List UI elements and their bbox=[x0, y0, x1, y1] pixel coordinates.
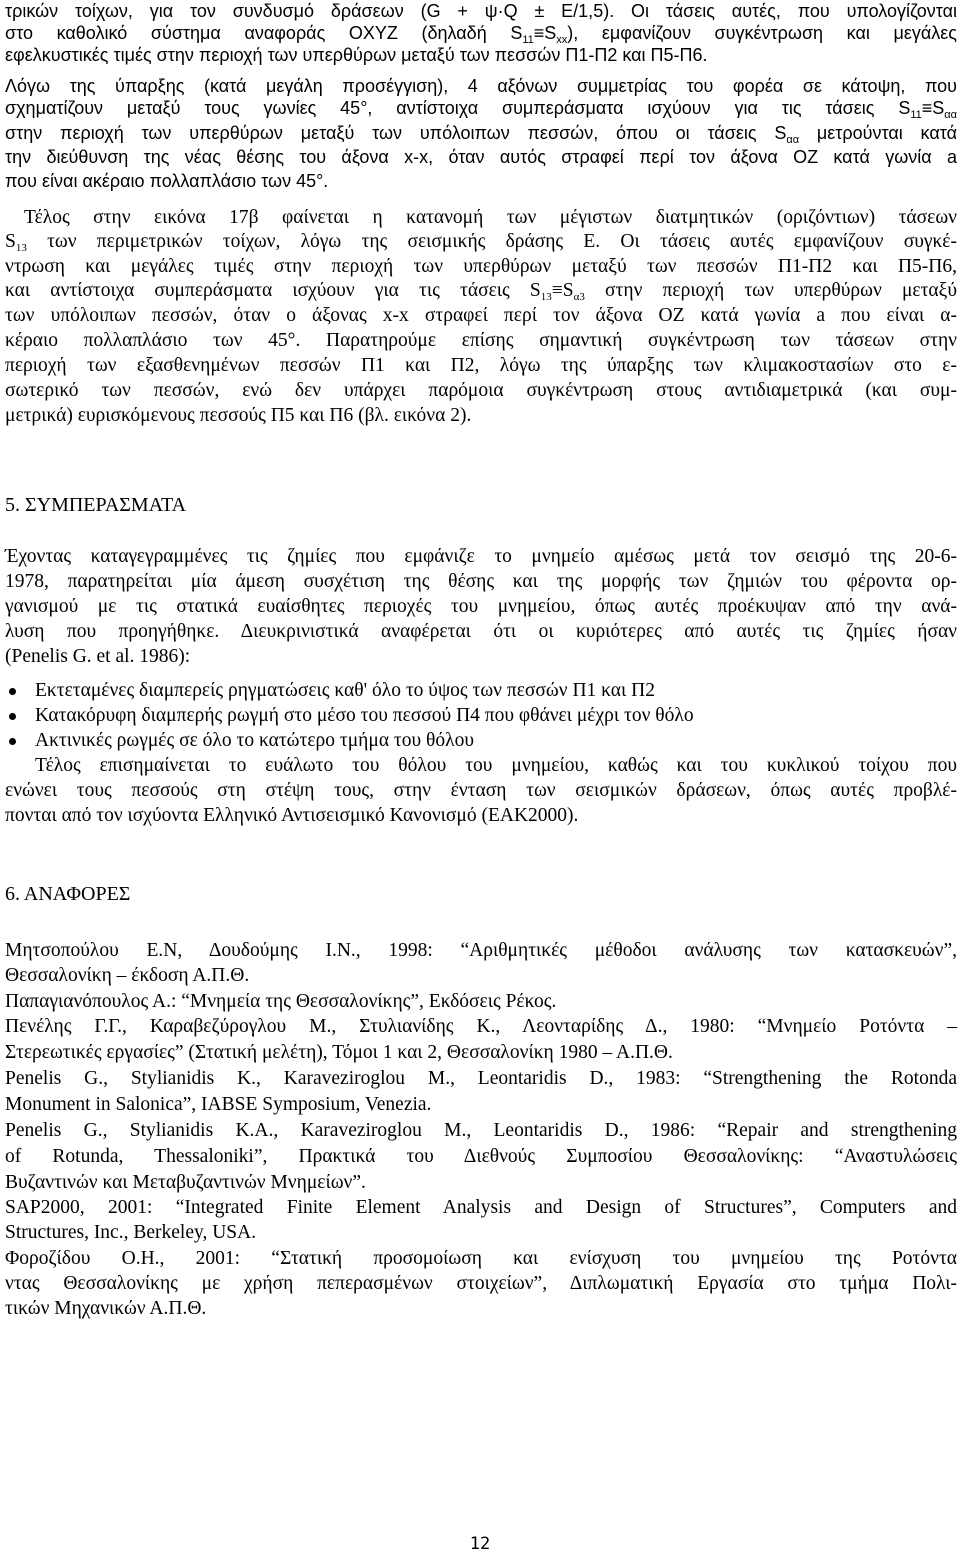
paragraph-line bbox=[5, 146, 957, 168]
paragraph-line bbox=[5, 170, 957, 192]
paragraph-line bbox=[5, 44, 957, 66]
text: πονται από τον ισχύοντα Ελληνικό Αντισεισμικό Κανονισμό (ΕΑΚ2000). bbox=[5, 805, 579, 826]
text: τικών Μηχανικών Α.Π.Θ. bbox=[5, 1298, 207, 1319]
text: σωτερικό των πεσσών, ενώ δεν υπάρχει παρόμοια συγκέντρωση στους αντιδιαμετρικά (και συμ- bbox=[5, 380, 957, 401]
text: την διεύθυνση της νέας θέσης του άξονα x-x, όταν αυτός στραφεί περί τον άξονα ΟΖ κατά γωνία a bbox=[5, 147, 957, 167]
text: στην περιοχή των υπερθύρων μεταξύ bbox=[584, 280, 957, 301]
text: ντρωση και μεγάλες τιμές στην περιοχή των υπερθύρων μεταξύ των πεσσών Π1-Π2 και Π5-Π6, bbox=[5, 256, 957, 277]
reference-line bbox=[5, 1248, 957, 1270]
text: Έχοντας καταγεγραμμένες τις ζημίες που εμφάνιζε το μνημείο αμέσως μετά τον σεισμό της 20-6- bbox=[5, 546, 957, 567]
bullet-text: Ακτινικές ρωγμές σε όλο το κατώτερο τμήμα του θόλου bbox=[35, 730, 474, 751]
text: κέραιο πολλαπλάσιο των 45°. Παρατηρούμε επίσης σημαντική συγκέντρωση των τάσεων στην bbox=[5, 330, 957, 351]
text: στην περιοχή των υπερθύρων μεταξύ των υπόλοιπων πεσσών, όπου οι τάσεις S bbox=[5, 123, 787, 143]
reference-line bbox=[5, 965, 957, 987]
paragraph-line bbox=[5, 256, 957, 278]
reference-line bbox=[5, 940, 957, 962]
reference-line bbox=[5, 1120, 957, 1142]
text: ντας Θεσσαλονίκης με χρήση πεπερασμένων στοιχείων”, Διπλωματική Εργασία στο τμήμα Πολι- bbox=[5, 1273, 957, 1294]
text: of Rotunda, Thessaloniki”, Πρακτικά του Διεθνούς Συμποσίου Θεσσαλονίκης: “Αναστυλώσεις bbox=[5, 1146, 957, 1167]
section-6-heading: 6. ΑΝΑΦΟΡΕΣ bbox=[5, 883, 131, 905]
text: ≡S bbox=[533, 23, 557, 43]
paragraph-line bbox=[5, 305, 957, 327]
text: και αντίστοιχα συμπεράσματα ισχύουν για τις τάσεις S bbox=[5, 280, 541, 301]
bullet-text: Κατακόρυφη διαμπερής ρωγμή στο μέσο του πεσσού Π4 που φθάνει μέχρι τον θόλο bbox=[35, 705, 694, 726]
paragraph-line bbox=[5, 380, 957, 402]
text: Τέλος επισημαίνεται το ευάλωτο του θόλου του μνημείου, καθώς και του κυκλικού τοίχου που bbox=[35, 755, 957, 776]
text: 1978, παρατηρείται μία άμεση συσχέτιση της θέσης και της μορφής των ζημιών του φέροντα ορ- bbox=[5, 571, 957, 592]
text: των περιμετρικών τοίχων, λόγω της σεισμικής δράσης E. Οι τάσεις αυτές εμφανίζουν συγκέ- bbox=[26, 231, 957, 252]
subscript: xx bbox=[556, 34, 568, 46]
paragraph-line bbox=[5, 22, 957, 44]
text: Πενέλης Γ.Γ., Καραβεζύρογλου Μ., Στυλιανίδης Κ., Λεονταρίδης Δ., 1980: “Μνημείο Ροτόντα – bbox=[5, 1016, 957, 1037]
text: ενώνει τους πεσσούς στη στέψη τους, στην ένταση των σεισμικών δράσεων, όπως αυτές προβλέ- bbox=[5, 780, 957, 801]
text: περιοχή των εξασθενημένων πεσσών Π1 και Π2, λόγω της ύπαρξης των κλιμακοστασίων στο ε- bbox=[5, 355, 957, 376]
text: που είναι ακέραιο πολλαπλάσιο των 45°. bbox=[5, 171, 329, 191]
text: Τέλος στην εικόνα 17β φαίνεται η κατανομή των μέγιστων διατμητικών (οριζόντιων) τάσεων bbox=[24, 207, 957, 228]
text: ), εμφανίζουν συγκέντρωση και μεγάλες bbox=[567, 23, 957, 43]
text: ≡S bbox=[921, 98, 945, 118]
text: εφελκυστικές τιμές στην περιοχή των υπερθύρων μεταξύ των πεσσών Π1-Π2 και Π5-Π6. bbox=[5, 45, 708, 65]
paragraph-line bbox=[5, 596, 957, 618]
text: Structures, Inc., Berkeley, USA. bbox=[5, 1222, 257, 1243]
bullet-icon bbox=[9, 688, 16, 695]
reference-line bbox=[5, 1016, 957, 1038]
reference-line bbox=[5, 1222, 957, 1244]
bullet-icon bbox=[9, 713, 16, 720]
paragraph-line bbox=[5, 546, 957, 568]
text: των υπόλοιπων πεσσών, όταν ο άξονας x-x στραφεί περί τον άξονα ΟΖ κατά γωνία a που είναι α- bbox=[5, 305, 957, 326]
reference-line bbox=[5, 1298, 957, 1320]
subscript: αα bbox=[944, 109, 957, 121]
text: Penelis G., Stylianidis K.A., Karaveziroglou M., Leontaridis D., 1986: “Repair and strengthening bbox=[5, 1120, 957, 1141]
paragraph-line bbox=[5, 621, 957, 643]
text: S bbox=[5, 231, 16, 252]
text: ≡S bbox=[551, 280, 574, 301]
reference-line bbox=[5, 1042, 957, 1064]
text: Θεσσαλονίκη – έκδοση Α.Π.Θ. bbox=[5, 965, 250, 986]
paragraph-line bbox=[5, 755, 957, 777]
paragraph-line bbox=[5, 646, 957, 668]
subscript: 13 bbox=[15, 242, 27, 254]
reference-line bbox=[5, 1197, 957, 1219]
paragraph-line bbox=[5, 97, 957, 119]
subscript: α3 bbox=[573, 291, 585, 303]
paragraph-line bbox=[5, 571, 957, 593]
paragraph-line bbox=[5, 280, 957, 302]
text: Βυζαντινών και Μεταβυζαντινών Μνημείων”. bbox=[5, 1172, 366, 1193]
subscript: 13 bbox=[540, 291, 552, 303]
section-5-heading: 5. ΣΥΜΠΕΡΑΣΜΑΤΑ bbox=[5, 494, 187, 516]
text: Στερεωτικές εργασίες” (Στατική μελέτη), Τόμοι 1 και 2, Θεσσαλονίκη 1980 – Α.Π.Θ. bbox=[5, 1042, 673, 1063]
text: (Penelis G. et al. 1986): bbox=[5, 646, 191, 667]
paragraph-line bbox=[5, 355, 957, 377]
text: μετρούνται κατά bbox=[799, 123, 957, 143]
paragraph-line bbox=[5, 805, 957, 827]
reference-line bbox=[5, 1094, 957, 1116]
text: σχηματίζουν μεταξύ τους γωνίες 45°, αντίστοιχα συμπεράσματα ισχύουν για τις τάσεις S bbox=[5, 98, 911, 118]
paragraph-line bbox=[5, 75, 957, 97]
text: τρικών τοίχων, για τον συνδυσμό δράσεων (G + ψ·Q ± E/1,5). Οι τάσεις αυτές, που υπολογίζονται bbox=[5, 1, 957, 21]
reference-line bbox=[5, 1068, 957, 1090]
paragraph-line bbox=[5, 207, 957, 229]
bullet-text: Εκτεταμένες διαμπερείς ρηγματώσεις καθ' όλο το ύψος των πεσσών Π1 και Π2 bbox=[35, 680, 655, 701]
paragraph-line bbox=[5, 405, 957, 427]
subscript: 11 bbox=[522, 34, 534, 46]
paragraph-line bbox=[5, 122, 957, 144]
text: Φορoζίδου Ο.Η., 2001: “Στατική προσομοίωση και ενίσχυση του μνημείου της Ροτόντα bbox=[5, 1248, 957, 1269]
subscript: αα bbox=[786, 134, 800, 146]
reference-line bbox=[5, 1172, 957, 1194]
text: SAP2000, 2001: “Integrated Finite Element Analysis and Design of Structures”, Computers and bbox=[5, 1197, 957, 1218]
paragraph-line bbox=[5, 780, 957, 802]
reference-line bbox=[5, 991, 957, 1013]
paragraph-line bbox=[5, 330, 957, 352]
text: Penelis G., Stylianidis K., Karaveziroglou M., Leontaridis D., 1983: “Strengthening the Rotonda bbox=[5, 1068, 957, 1089]
text: Παπαγιανόπουλος Α.: “Μνημεία της Θεσσαλονίκης”, Εκδόσεις Ρέκος. bbox=[5, 991, 557, 1012]
text: στο καθολικό σύστημα αναφοράς ΟΧΥΖ (δηλαδή S bbox=[5, 23, 523, 43]
bullet-icon bbox=[9, 738, 16, 745]
text: Λόγω της ύπαρξης (κατά μεγάλη προσέγγιση), 4 αξόνων συμμετρίας του φορέα σε κάτοψη, που bbox=[5, 76, 957, 96]
text: λυση που προηγήθηκε. Διευκρινιστικά αναφέρεται ότι οι κυριότερες από αυτές τις ζημίες ήσαν bbox=[5, 621, 957, 642]
subscript: 11 bbox=[910, 109, 922, 121]
text: Monument in Salonica”, IABSE Symposium, Venezia. bbox=[5, 1094, 432, 1115]
reference-line bbox=[5, 1146, 957, 1168]
paragraph-line bbox=[5, 231, 957, 253]
paragraph-line bbox=[5, 0, 957, 22]
text: Μητσοπούλου Ε.Ν, Δουδούμης Ι.Ν., 1998: “Αριθμητικές μέθοδοι ανάλυσης των κατασκευών”, bbox=[5, 940, 957, 961]
page-number: 12 bbox=[469, 1534, 491, 1554]
text: γανισμού με τις στατικά ευαίσθητες περιοχές του μνημείου, όπως αυτές προέκυψαν από την ανά- bbox=[5, 596, 957, 617]
text: μετρικά) ευρισκόμενους πεσσούς Π5 και Π6 (βλ. εικόνα 2). bbox=[5, 405, 472, 426]
reference-line bbox=[5, 1273, 957, 1295]
